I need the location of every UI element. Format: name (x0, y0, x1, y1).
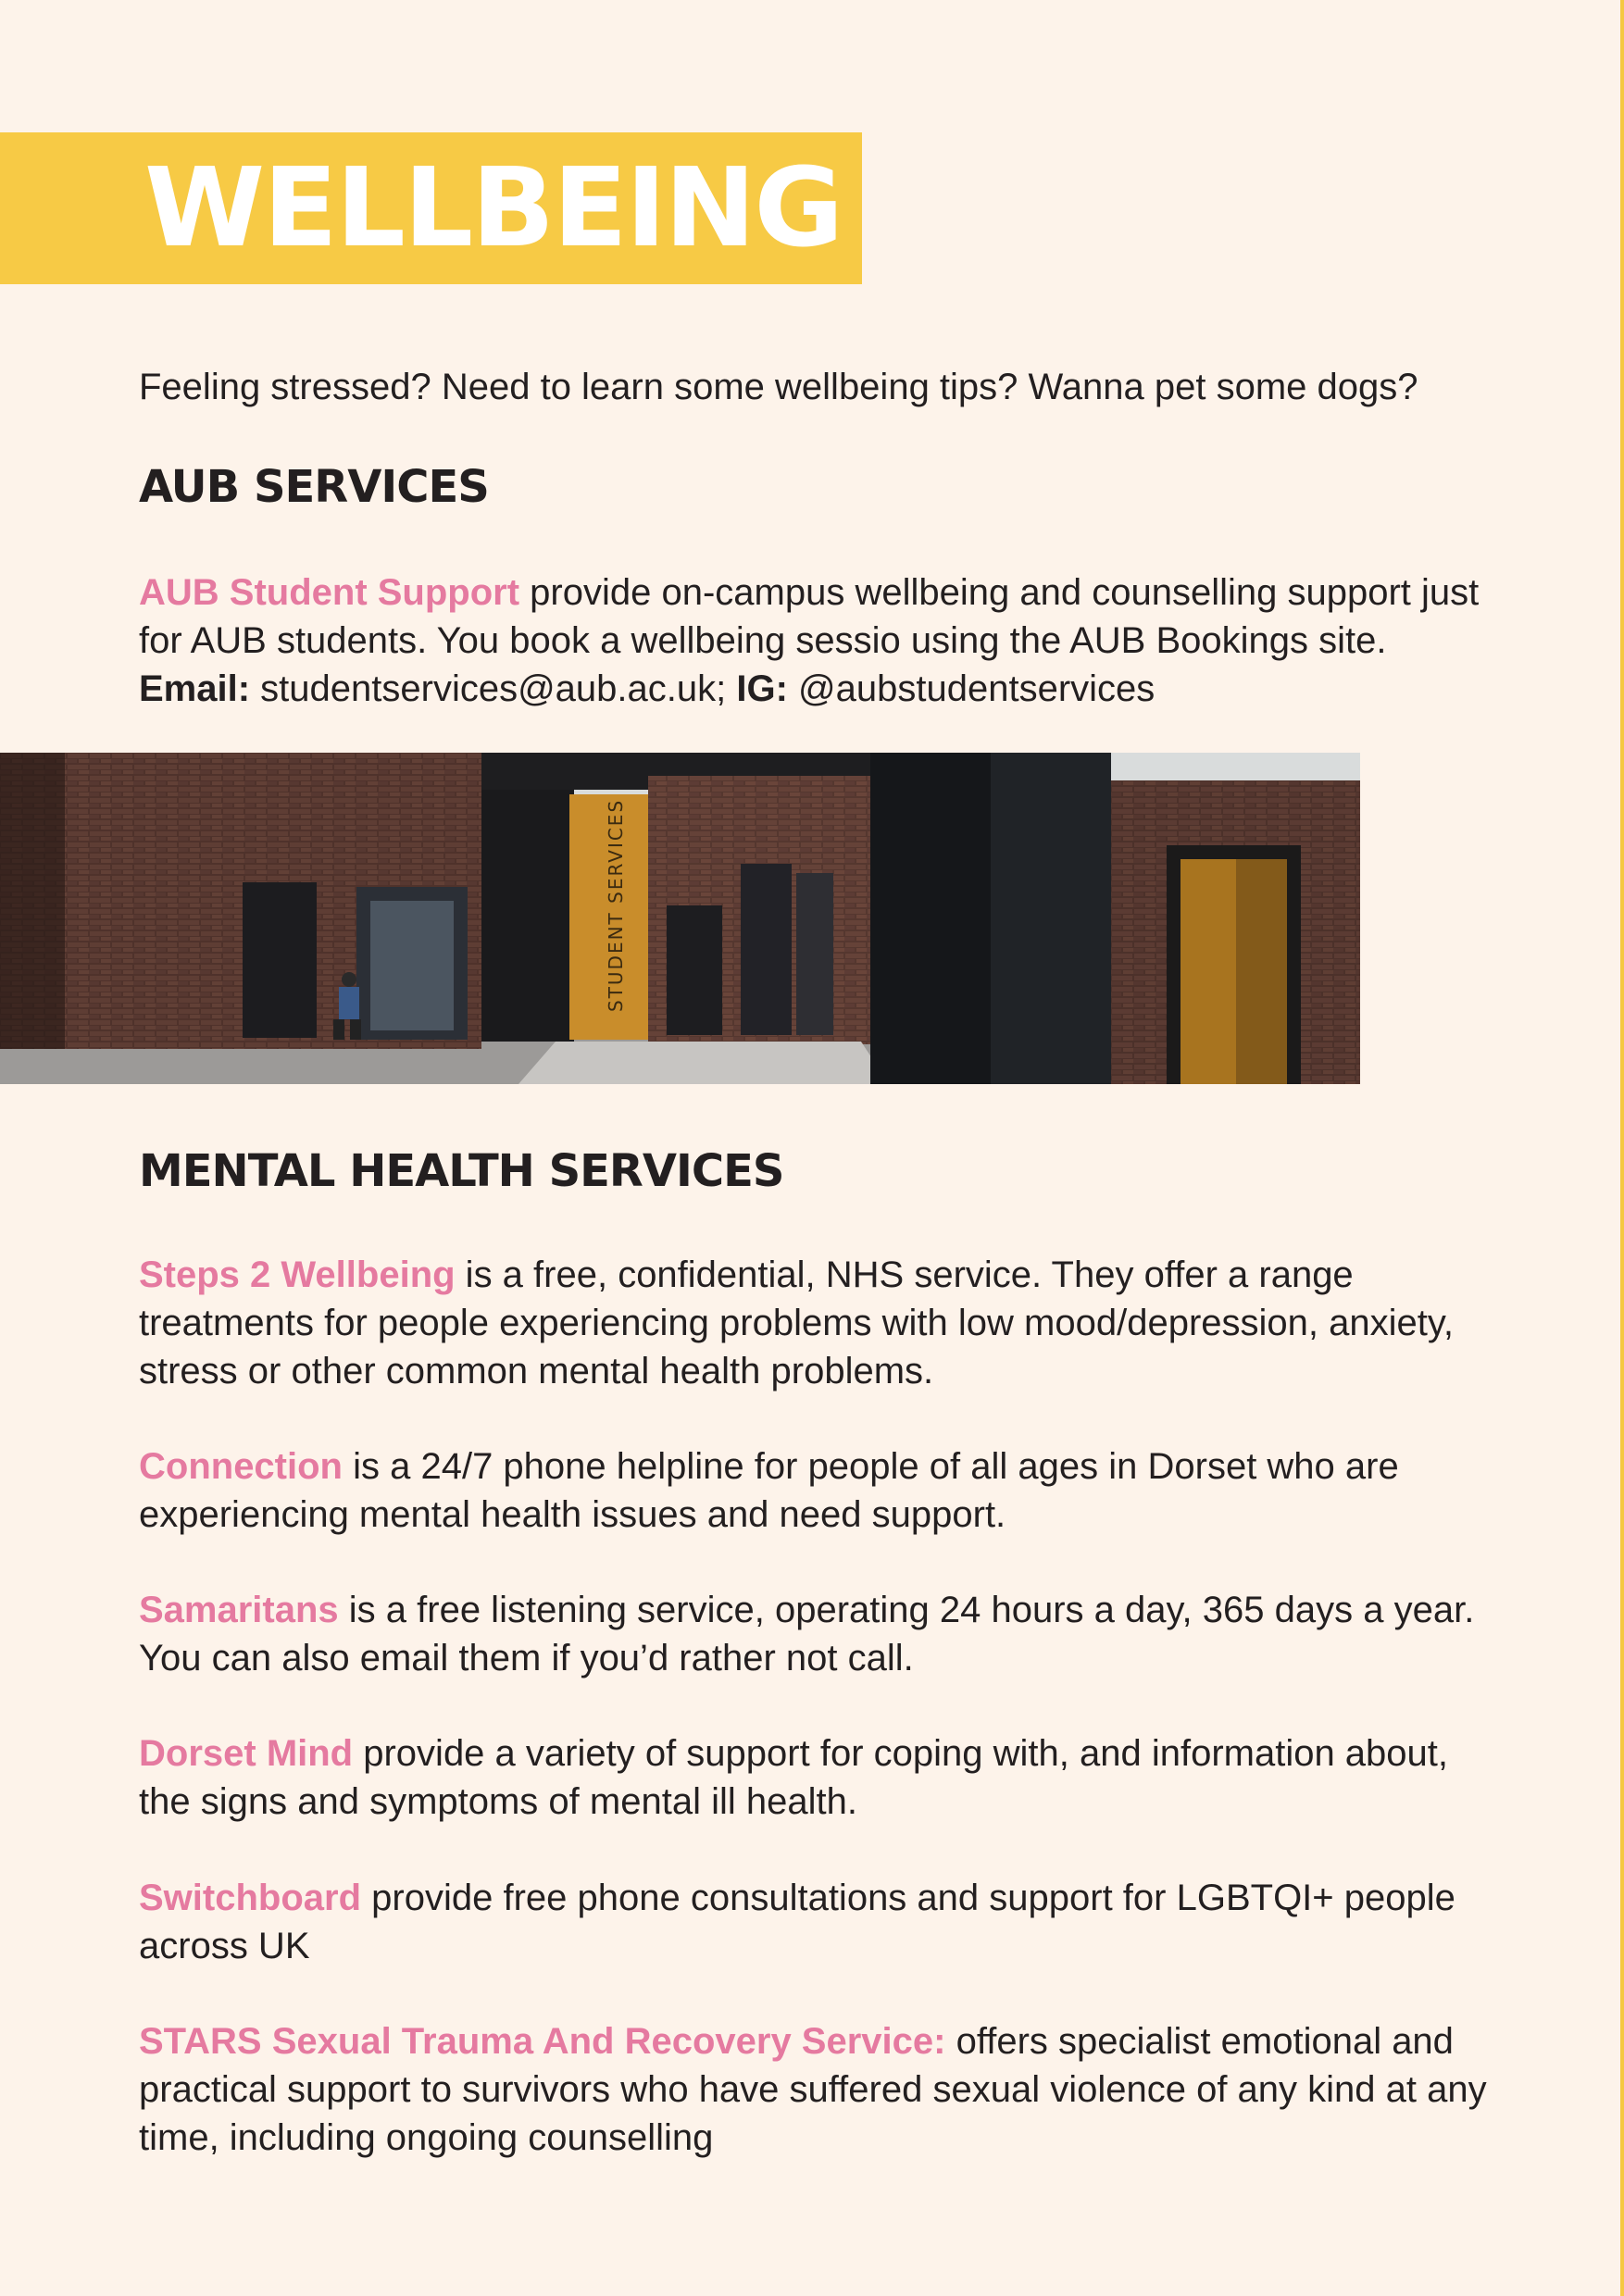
service-paragraph (139, 1729, 1500, 1826)
service-description: provide free phone consultations and support for LGBTQI+ people across UK (139, 1878, 1455, 1966)
ig-value: @aubstudentservices (787, 668, 1156, 709)
page-title: WELLBEING (144, 144, 843, 271)
service-link-dorset-mind[interactable]: Dorset Mind (139, 1733, 354, 1774)
title-banner (0, 132, 862, 284)
building-sign-text: STUDENT SERVICES (605, 798, 627, 1012)
service-paragraph (139, 2017, 1500, 2162)
service-link-connection[interactable]: Connection (139, 1446, 343, 1487)
service-paragraph (139, 1251, 1500, 1395)
aub-student-support-text: provide on-campus wellbeing and counselling support just for AUB students. You book a wellbeing sessio using the AUB Bookings site. (139, 572, 1480, 661)
service-link-steps2wellbeing[interactable]: Steps 2 Wellbeing (139, 1254, 456, 1295)
service-paragraph (139, 1442, 1500, 1539)
mental-health-services-heading: MENTAL HEALTH SERVICES (139, 1145, 784, 1197)
service-description: is a 24/7 phone helpline for people of all ages in Dorset who are experiencing mental health issues and need support. (139, 1446, 1399, 1535)
service-description: is a free, confidential, NHS service. They offer a range treatments for people experiencing problems with low mood/depression, anxiety, stress or other common mental health problems. (139, 1254, 1454, 1391)
aub-student-support-link[interactable]: AUB Student Support (139, 572, 520, 613)
service-description: is a free listening service, operating 24 hours a day, 365 days a year. You can also email them if you’d rather not call. (139, 1590, 1475, 1678)
intro-text: Feeling stressed? Need to learn some wellbeing tips? Wanna pet some dogs? (139, 367, 1418, 407)
service-paragraph (139, 1586, 1500, 1682)
email-label: Email: (139, 668, 251, 709)
page-edge-line (1620, 0, 1624, 2296)
email-value: studentservices@aub.ac.uk; (250, 668, 737, 709)
service-description: offers specialist emotional and practical support to survivors who have suffered sexual violence of any kind at any time, including ongoing counselling (139, 2021, 1487, 2158)
service-link-stars[interactable]: STARS Sexual Trauma And Recovery Service: (139, 2021, 946, 2062)
service-link-samaritans[interactable]: Samaritans (139, 1590, 339, 1630)
service-link-switchboard[interactable]: Switchboard (139, 1878, 362, 1918)
aub-services-heading: AUB SERVICES (139, 461, 489, 513)
aub-student-support-paragraph (139, 568, 1500, 713)
student-services-building-photo (0, 753, 1360, 1084)
service-paragraph (139, 1874, 1500, 1970)
ig-label: IG: (736, 668, 788, 709)
service-description: provide a variety of support for coping with, and information about, the signs and symptoms of mental ill health. (139, 1733, 1449, 1822)
